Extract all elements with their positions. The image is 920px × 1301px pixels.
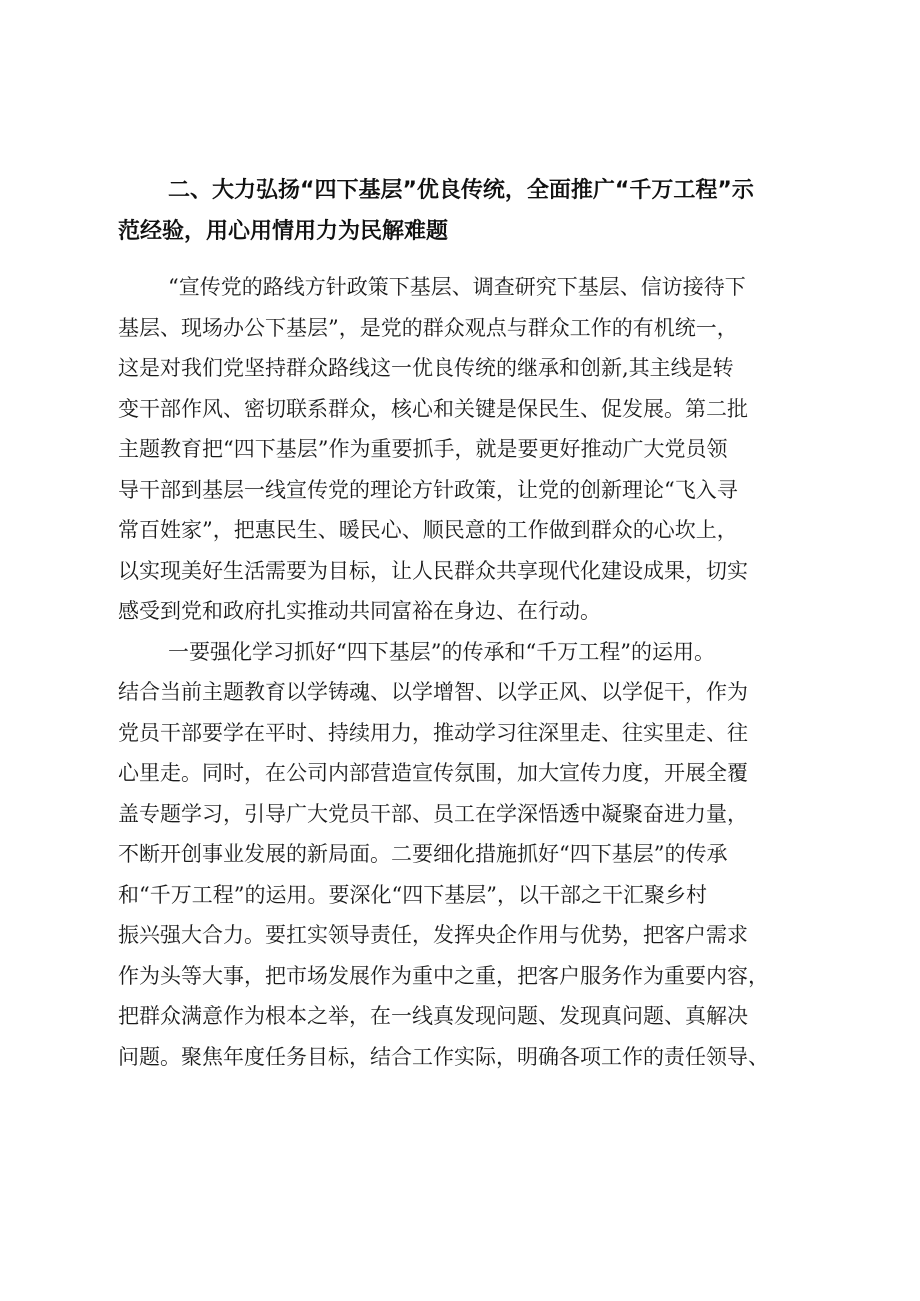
heading-line: 范经验，用心用情用力为民解难题: [118, 219, 449, 244]
paragraph-line: 这是对我们党坚持群众路线这一优良传统的继承和创新,其主线是转: [118, 356, 734, 380]
paragraph-2: [118, 632, 823, 1078]
paragraph-line: 不断开创事业发展的新局面。二要细化措施抓好“四下基层”的传承: [118, 842, 728, 866]
paragraph-line: 党员干部要学在平时、持续用力，推动学习往深里走、往实里走、往: [118, 720, 748, 745]
paragraph-line: 盖专题学习，引导广大党员干部、员工在学深悟透中凝聚奋进力量，: [118, 801, 748, 826]
section-heading: [118, 170, 818, 252]
paragraph-line: 作为头等大事，把市场发展作为重中之重，把客户服务作为重要内容，: [118, 963, 769, 988]
document-body: [118, 267, 823, 1077]
paragraph-line: 常百姓家”，把惠民生、暖民心、顺民意的工作做到群众的心坎上，: [118, 518, 738, 542]
paragraph-line: 基层、现场办公下基层”，是党的群众观点与群众工作的有机统一，: [118, 315, 738, 340]
paragraph-line: 振兴强大合力。要扛实领导责任，发挥央企作用与优势，把客户需求: [118, 923, 748, 947]
paragraph-line: 导干部到基层一线宣传党的理论方针政策，让党的创新理论“飞入寻: [118, 477, 738, 502]
paragraph-line: 心里走。同时，在公司内部营造宣传氛围，加大宣传力度，开展全覆: [118, 761, 748, 785]
heading-line: 二、大力弘扬“四下基层”优良传统，全面推广“千万工程”示: [168, 178, 754, 203]
paragraph-line: 把群众满意作为根本之举，在一线真发现问题、发现真问题、真解决: [118, 1004, 748, 1028]
paragraph-line: 结合当前主题教育以学铸魂、以学增智、以学正风、以学促干，作为: [118, 680, 748, 704]
paragraph-line: 一要强化学习抓好“四下基层”的传承和“千万工程”的运用。: [168, 639, 715, 664]
paragraph-line: 变干部作风、密切联系群众，核心和关键是保民生、促发展。第二批: [118, 396, 748, 421]
paragraph-line: 问题。聚焦年度任务目标，结合工作实际，明确各项工作的责任领导、: [118, 1044, 769, 1069]
paragraph-line: 和“千万工程”的运用。要深化“四下基层”，以干部之干汇聚乡村: [118, 882, 707, 907]
paragraph-line: 主题教育把“四下基层”作为重要抓手，就是要更好推动广大党员领: [118, 437, 728, 461]
paragraph-line: 以实现美好生活需要为目标，让人民群众共享现代化建设成果，切实: [118, 558, 748, 583]
paragraph-line: 感受到党和政府扎实推动共同富裕在身边、在行动。: [118, 599, 601, 623]
paragraph-1: [118, 267, 823, 632]
paragraph-line: “宣传党的路线方针政策下基层、调查研究下基层、信访接待下: [168, 275, 746, 299]
